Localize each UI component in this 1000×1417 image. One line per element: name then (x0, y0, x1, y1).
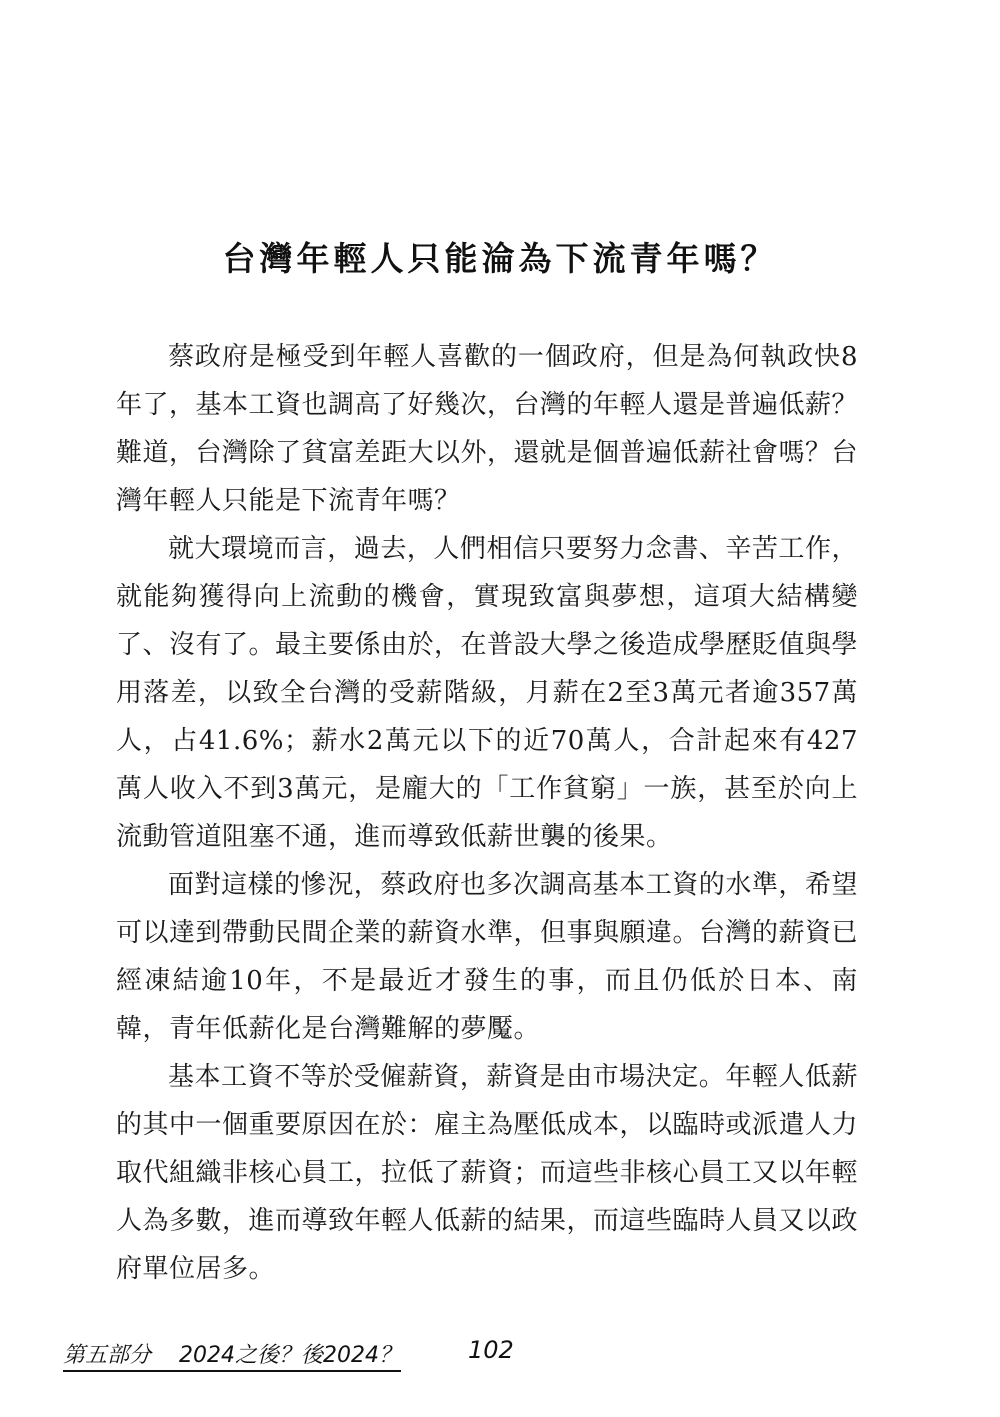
article-body (116, 333, 858, 1293)
footer-part: 第五部分 (63, 1343, 152, 1368)
page-title: 台灣年輕人只能淪為下流青年嗎？ (222, 239, 778, 279)
footer-section-label (63, 1338, 401, 1372)
page-footer (63, 1338, 937, 1378)
footer-subtitle: 2024之後？後2024？ (179, 1343, 401, 1368)
paragraph-1: 蔡政府是極受到年輕人喜歡的一個政府，但是為何執政快8年了，基本工資也調高了好幾次，台灣的年輕人還是普遍低薪？難道，台灣除了貧富差距大以外，還就是個普遍低薪社會嗎？台灣年輕人只能是下流青年嗎？ (116, 342, 859, 516)
paragraph-4: 基本工資不等於受僱薪資，薪資是由市場決定。年輕人低薪的其中一個重要原因在於：雇主為壓低成本，以臨時或派遣人力取代組織非核心員工，拉低了薪資；而這些非核心員工又以年輕人為多數，進而導致年輕人低薪的結果，而這些臨時人員又以政府單位居多。 (116, 1062, 859, 1284)
page-number: 102 (468, 1336, 514, 1364)
paragraph-2: 就大環境而言，過去，人們相信只要努力念書、辛苦工作，就能夠獲得向上流動的機會，實現致富與夢想，這項大結構變了、沒有了。最主要係由於，在普設大學之後造成學歷貶值與學用落差，以致全台灣的受薪階級，月薪在2至3萬元者逾357萬人，占41.6%；薪水2萬元以下的近70萬人，合計起來有427萬人收入不到3萬元，是龐大的「工作貧窮」一族，甚至於向上流動管道阻塞不通，進而導致低薪世襲的後果。 (116, 534, 859, 852)
paragraph-3: 面對這樣的慘況，蔡政府也多次調高基本工資的水準，希望可以達到帶動民間企業的薪資水準，但事與願違。台灣的薪資已經凍結逾10年，不是最近才發生的事，而且仍低於日本、南韓，青年低薪化是台灣難解的夢魘。 (116, 870, 859, 1044)
